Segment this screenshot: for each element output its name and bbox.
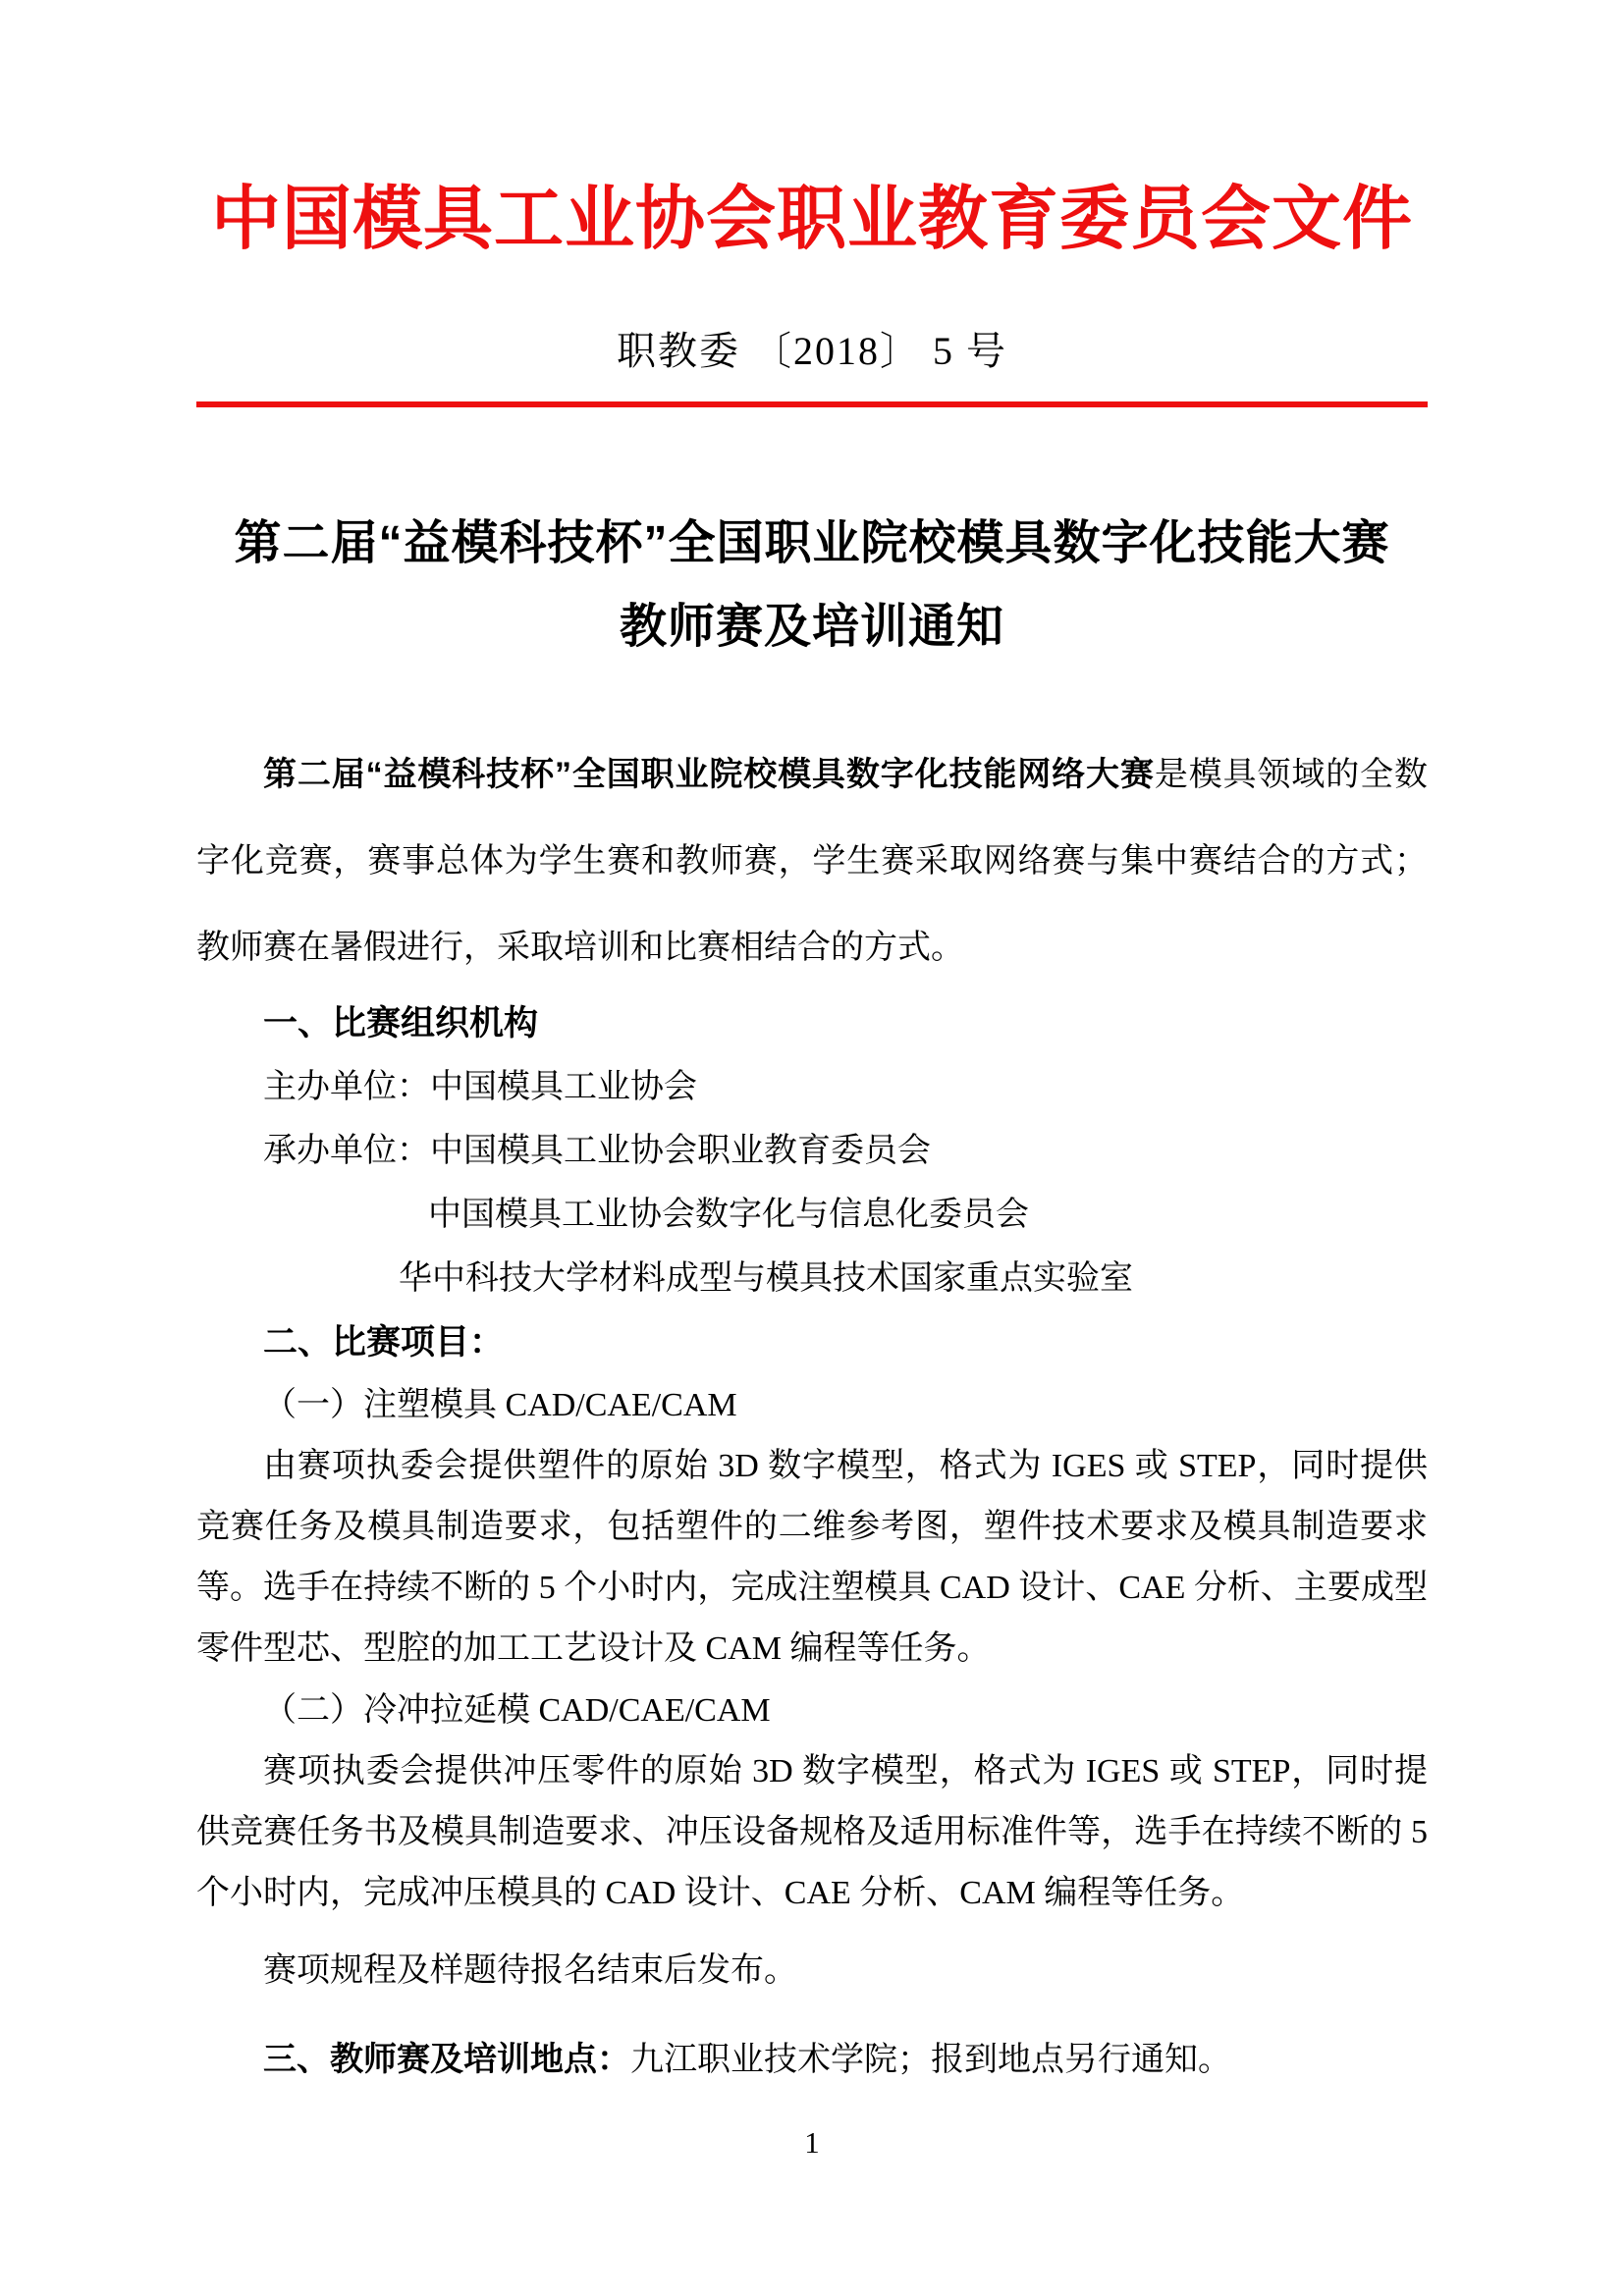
page-number: 1 bbox=[804, 2125, 820, 2160]
host-organization-line: 主办单位：中国模具工业协会 bbox=[263, 1069, 697, 1106]
organizer-line-2: 中国模具工业协会数字化与信息化委员会 bbox=[428, 1197, 1029, 1234]
organizer-line-1: 承办单位：中国模具工业协会职业教育委员会 bbox=[263, 1133, 931, 1170]
document-number: 职教委 〔2018〕 5 号 bbox=[617, 329, 1007, 374]
intro-bold-run: 第二届“益模科技杯”全国职业院校模具数字化技能网络大赛 bbox=[263, 756, 1155, 794]
section-2 bbox=[196, 1310, 1428, 2002]
rules-release-note: 赛项规程及样题待报名结束后发布。 bbox=[263, 1952, 797, 1990]
letterhead-org-title: 中国模具工业协会职业教育委员会文件 bbox=[210, 182, 1413, 258]
competition-item-2-description: 赛项执委会提供冲压零件的原始 3D 数字模型，格式为 IGES 或 STEP，同时提供竞赛任务书及模具制造要求、冲压设备规格及适用标准件等，选手在持续不断的 5 个小时内，完成冲压模具的 CAD 设计、CAE 分析、CAM 编程等任务。 bbox=[196, 1753, 1428, 1912]
notice-title-line1: 第二届“益模科技杯”全国职业院校模具数字化技能大赛 bbox=[234, 517, 1390, 570]
competition-item-1-title: （一）注塑模具 CAD/CAE/CAM bbox=[263, 1387, 737, 1424]
intro-paragraph bbox=[196, 731, 1428, 991]
intro-rest-run: 是模具领域的全数字化竞赛，赛事总体为学生赛和教师赛，学生赛采取网络赛与集中赛结合的方式；教师赛在暑假进行，采取培训和比赛相结合的方式。 bbox=[196, 757, 1429, 967]
organizer-line-3: 华中科技大学材料成型与模具技术国家重点实验室 bbox=[399, 1260, 1133, 1298]
letterhead-divider-rule bbox=[196, 401, 1428, 407]
section-3 bbox=[196, 2028, 1428, 2092]
section-1 bbox=[196, 991, 1428, 1310]
section-2-heading: 二、比赛项目： bbox=[263, 1323, 505, 1362]
section-3-rest: 九江职业技术学院；报到地点另行通知。 bbox=[630, 2042, 1231, 2079]
competition-item-1-description: 由赛项执委会提供塑件的原始 3D 数字模型，格式为 IGES 或 STEP，同时提供竞赛任务及模具制造要求，包括塑件的二维参考图，塑件技术要求及模具制造要求等。选手在持续不断的 5 个小时内，完成注塑模具 CAD 设计、CAE 分析、主要成型零件型芯、型腔的加工工艺设计及 CAM 编程等任务。 bbox=[196, 1448, 1428, 1668]
section-3-heading: 三、教师赛及培训地点： bbox=[263, 2041, 630, 2079]
notice-title-line2: 教师赛及培训通知 bbox=[619, 601, 1004, 654]
section-1-heading: 一、比赛组织机构 bbox=[263, 1004, 539, 1043]
competition-item-2-title: （二）冷冲拉延模 CAD/CAE/CAM bbox=[263, 1692, 771, 1730]
notice-title bbox=[196, 502, 1428, 668]
